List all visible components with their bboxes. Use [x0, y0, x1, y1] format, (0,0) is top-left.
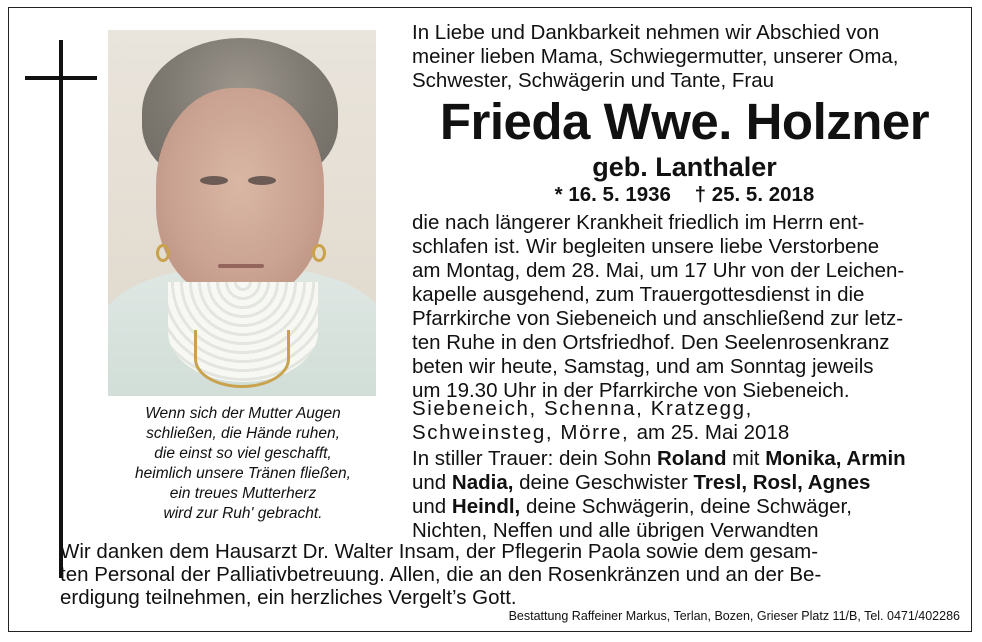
mourners-line: In stiller Trauer: dein Sohn Roland mit Monika, Armin: [412, 447, 906, 470]
main-line: um 19.30 Uhr in der Pfarrkirche von Siebeneich.: [412, 379, 850, 402]
intro-line: In Liebe und Dankbarkeit nehmen wir Abschied von: [412, 21, 880, 44]
undertaker-info: Bestattung Raffeiner Markus, Terlan, Bozen, Grieser Platz 11/B, Tel. 0471/402286: [508, 609, 960, 623]
intro-line: meiner lieben Mama, Schwiegermutter, unserer Oma,: [412, 45, 899, 68]
place-line: [412, 421, 957, 445]
birth-date: * 16. 5. 1936: [554, 183, 671, 206]
main-line: Pfarrkirche von Siebeneich und anschließend zur letz-: [412, 307, 904, 330]
life-dates: [412, 183, 957, 207]
poem-line: Wenn sich der Mutter Augen: [145, 405, 341, 422]
intro-text: [412, 21, 957, 93]
mourners-text: [412, 447, 957, 543]
portrait-photo: [108, 30, 376, 396]
intro-line: Schwester, Schwägerin und Tante, Frau: [412, 69, 774, 92]
main-text: [412, 211, 957, 403]
main-line: am Montag, dem 28. Mai, um 17 Uhr von der Leichen-: [412, 259, 905, 282]
main-line: kapelle ausgehend, zum Trauergottesdienst in die: [412, 283, 865, 306]
poem-line: die einst so viel geschafft,: [154, 445, 332, 462]
place-line: Siebeneich, Schenna, Kratzegg,: [412, 397, 753, 420]
death-date: † 25. 5. 2018: [694, 183, 815, 206]
maiden-name: geb. Lanthaler: [592, 152, 777, 182]
poem-line: wird zur Ruh' gebracht.: [163, 505, 323, 522]
notice-date: am 25. Mai 2018: [636, 421, 790, 444]
deceased-name: Frieda Wwe. Holzner: [439, 93, 930, 150]
main-line: schlafen ist. Wir begleiten unsere liebe Verstorbene: [412, 235, 880, 258]
thanks-line: Wir danken dem Hausarzt Dr. Walter Insam, der Pflegerin Paola sowie dem gesam-: [60, 540, 819, 563]
mourners-line: Nichten, Neffen und alle übrigen Verwandten: [412, 519, 819, 542]
poem-line: schließen, die Hände ruhen,: [146, 425, 340, 442]
main-line: beten wir heute, Samstag, und am Sonntag jeweils: [412, 355, 874, 378]
thanks-line: ten Personal der Palliativbetreuung. Allen, die an den Rosenkränzen und an der Be-: [60, 563, 822, 586]
poem-line: ein treues Mutterherz: [169, 485, 317, 502]
main-line: die nach längerer Krankheit friedlich im Herrn ent-: [412, 211, 865, 234]
poem-line: heimlich unsere Tränen fließen,: [135, 465, 351, 482]
thanks-text: [60, 540, 960, 609]
place-and-date: [412, 397, 957, 445]
mourners-line: und Nadia, deine Geschwister Tresl, Rosl, Agnes: [412, 471, 871, 494]
main-line: ten Ruhe in den Ortsfriedhof. Den Seelenrosenkranz: [412, 331, 890, 354]
mourners-line: und Heindl, deine Schwägerin, deine Schwäger,: [412, 495, 852, 518]
memorial-poem: [104, 404, 382, 524]
thanks-line: erdigung teilnehmen, ein herzliches Vergelt’s Gott.: [60, 586, 517, 609]
place-names: Schweinsteg, Mörre,: [412, 421, 630, 444]
